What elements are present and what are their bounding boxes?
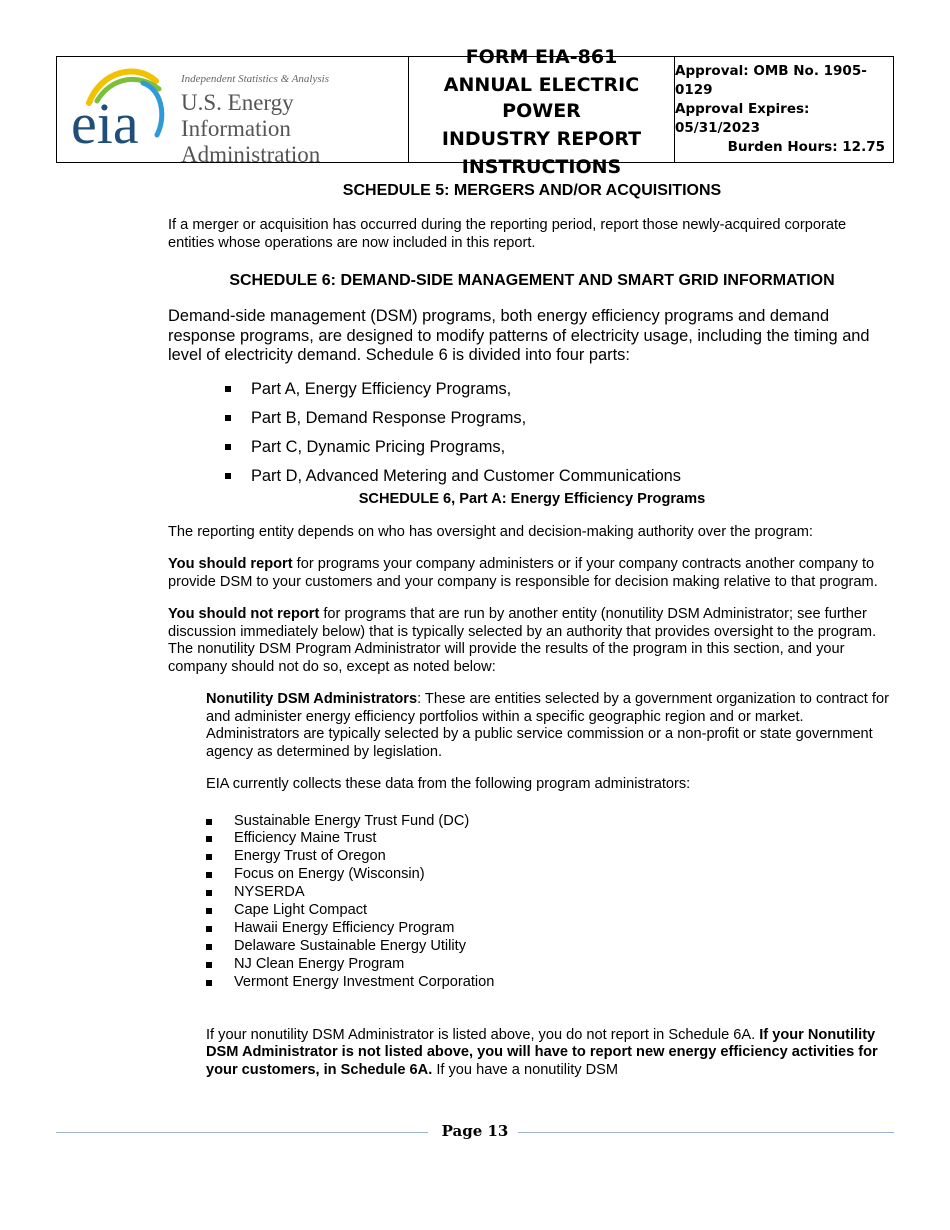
- form-header: [56, 45, 894, 178]
- form-title-line: FORM EIA-861: [465, 45, 618, 68]
- list-item: Cape Light Compact: [206, 902, 896, 920]
- list-item: Part A, Energy Efficiency Programs,: [225, 375, 896, 404]
- eia-logo-block: [57, 57, 409, 167]
- schedule5-text: If a merger or acquisition has occurred during the reporting period, report those newly-acquired corporate entities whose operations are now included in this report.: [168, 217, 847, 251]
- schedule5-title: SCHEDULE 5: MERGERS AND/OR ACQUISITIONS: [342, 182, 722, 199]
- form-title-line: INDUSTRY REPORT: [441, 127, 642, 150]
- list-item: NYSERDA: [206, 884, 896, 902]
- schedule6-parts-list: [168, 375, 896, 491]
- list-item: Vermont Energy Investment Corporation: [206, 974, 896, 992]
- should-report-label: You should report: [168, 556, 293, 572]
- should-report-text: for programs your company administers or if your company contracts another company to provide DSM to your customers and your company is responsible for decision making relative to that program.: [168, 556, 878, 590]
- list-item: Efficiency Maine Trust: [206, 830, 896, 848]
- should-not-report-paragraph: [168, 606, 896, 676]
- entity-text: The reporting entity depends on who has oversight and decision-making authority over the program:: [168, 523, 813, 540]
- form-title-line: ANNUAL ELECTRIC POWER: [443, 73, 640, 122]
- final-text-2: If you have a nonutility DSM: [432, 1061, 619, 1078]
- list-item: Sustainable Energy Trust Fund (DC): [206, 813, 896, 831]
- logo-tagline: Independent Statistics & Analysis: [181, 73, 329, 85]
- schedule6-intro: Demand-side management (DSM) programs, both energy efficiency programs and demand response programs, are designed to modify patterns of electricity usage, including the timing and level of electricity demand. Schedule 6 is divided into four parts:: [168, 307, 870, 364]
- form-title-line: INSTRUCTIONS: [461, 155, 622, 178]
- should-not-report-text: for programs that are run by another entity (nonutility DSM Administrator; see further discussion immediately below) that is typically selected by an authority that provides oversight to the program. The nonutility DSM Program Administrator will provide the results of the program in this section, and your company should not do so, except as noted below:: [168, 606, 877, 675]
- agency-name-line1: U.S. Energy Information: [181, 90, 294, 141]
- list-item: Delaware Sustainable Energy Utility: [206, 938, 896, 956]
- should-report-paragraph: [168, 556, 896, 591]
- partA-title: SCHEDULE 6, Part A: Energy Efficiency Programs: [358, 490, 706, 507]
- collects-text: EIA currently collects these data from the following program administrators:: [206, 776, 691, 792]
- list-item: Part B, Demand Response Programs,: [225, 404, 896, 433]
- burden-hours: Burden Hours: 12.75: [727, 139, 885, 155]
- agency-name: [181, 90, 408, 168]
- final-paragraph: [206, 1027, 896, 1080]
- final-bold-text: If your Nonutility DSM Administrator is not listed above, you will have to report new energy efficiency activities for your customers, in Schedule 6A.: [206, 1026, 878, 1078]
- page-footer: [56, 1122, 894, 1144]
- eia-logo-icon: [71, 63, 176, 153]
- nonutility-text: : These are entities selected by a government organization to contract for and administer energy efficiency portfolios within a specific geographic region and or market. Administrators are typically selected by a public service commission or a non-profit or state government agency as determined by legislation.: [206, 691, 889, 760]
- should-not-report-label: You should not report: [168, 606, 320, 622]
- omb-approval: Approval: OMB No. 1905-0129: [675, 63, 867, 98]
- approval-expires: Approval Expires: 05/31/2023: [675, 101, 810, 136]
- schedule6-title: SCHEDULE 6: DEMAND-SIDE MANAGEMENT AND SMART GRID INFORMATION: [229, 272, 835, 289]
- list-item: Energy Trust of Oregon: [206, 848, 896, 866]
- list-item: Part D, Advanced Metering and Customer Communications: [225, 462, 896, 491]
- form-title: [409, 45, 675, 178]
- approval-info: [675, 57, 893, 162]
- page-number: Page 13: [441, 1122, 509, 1140]
- list-item: Part C, Dynamic Pricing Programs,: [225, 433, 896, 462]
- nonutility-label: Nonutility DSM Administrators: [206, 691, 418, 707]
- list-item: NJ Clean Energy Program: [206, 956, 896, 974]
- list-item: Focus on Energy (Wisconsin): [206, 866, 896, 884]
- final-text-1: If your nonutility DSM Administrator is listed above, you do not report in Schedule 6A.: [206, 1026, 760, 1043]
- nonutility-paragraph: [206, 691, 896, 761]
- logo-wordmark: eia: [71, 91, 139, 153]
- administrators-list: [206, 813, 896, 992]
- list-item: Hawaii Energy Efficiency Program: [206, 920, 896, 938]
- agency-name-line2: Administration: [181, 142, 321, 167]
- nonutility-section: [206, 691, 896, 1079]
- page-content: [168, 182, 896, 1079]
